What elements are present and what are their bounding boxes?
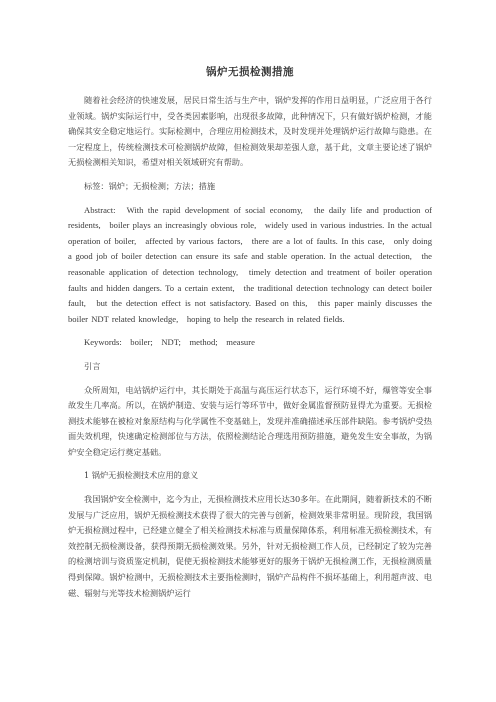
keywords-en: Keywords: boiler; NDT; method; measure bbox=[84, 337, 255, 348]
intro-heading: 引言 bbox=[84, 360, 101, 371]
abstract-en: Abstract: With the rapid development of social economy, the daily life and production of residents, boiler plays an increasingly obvious role, widely used in various industries. In the actual operation of boiler, affected by various factors, there are a lot of faults. In this case, only doing a good job of boiler detection can ensure its safe and stable operation. In the actual detection, the reasonable application of detection technology, timely detection and treatment of boiler operation faults and hidden dangers. To a certain extent, the traditional detection technology can detect boiler fault, but the detection effect is not satisfactory. Based on this, this paper mainly discusses the boiler NDT related knowledge, hoping to help the research in related fields. bbox=[68, 204, 432, 324]
abstract-cn: 随着社会经济的快速发展，居民日常生活与生产中，锅炉发挥的作用日益明显，广泛应用于各行业领域。锅炉实际运行中，受各类因素影响，出现很多故障，此种情况下，只有做好锅炉检测，才能确保其安全稳定地运行。实际检测中，合理应用检测技术，及时发现并处理锅炉运行故障与隐患。在一定程度上，传统检测技术可检测锅炉故障，但检测效果却差强人意，基于此，文章主要论述了锅炉无损检测相关知识，希望对相关领域研究有帮助。 bbox=[68, 95, 432, 168]
section1-text: 我国锅炉安全检测中，迄今为止，无损检测技术应用长达30多年。在此期间，随着新技术的不断发展与广泛应用，锅炉无损检测技术获得了很大的完善与创新，检测效果非常明显。现阶段，我国锅炉无损检测过程中，已经建立健全了相关检测技术标准与质量保障体系，利用标准无损检测技术，有效控制无损检测设备，获得预期无损检测效果。另外，针对无损检测工作人员，已经制定了较为完善的检测培训与资质鉴定机制，促使无损检测技术能够更好的服务于锅炉无损检测工作，无损检测质量得到保障。锅炉检测中，无损检测技术主要指检测时，锅炉产品构件不损坏基础上，利用超声波、电磁、辐射与光等技术检测锅炉运行 bbox=[68, 494, 432, 598]
section1-heading: 1 锅炉无损检测技术应用的意义 bbox=[84, 470, 199, 481]
document-title: 锅炉无损检测措施 bbox=[206, 66, 294, 78]
keywords-cn: 标签：锅炉；无损检测；方法；措施 bbox=[84, 180, 216, 191]
intro-text: 众所周知，电站锅炉运行中，其长期处于高温与高压运行状态下，运行环境不好，爆管等安全事故发生几率高。所以，在锅炉制造、安装与运行等环节中，做好金属监督预防显得尤为重要。无损检测技术能够在被检对象原结构与化学属性不变基础上，发现并准确描述承压部件缺陷。参考锅炉受热面失效机理，快速确定检测部位与方法，依照检测结论合理选用预防措施，避免发生安全事故，为锅炉安全稳定运行奠定基础。 bbox=[68, 384, 432, 457]
